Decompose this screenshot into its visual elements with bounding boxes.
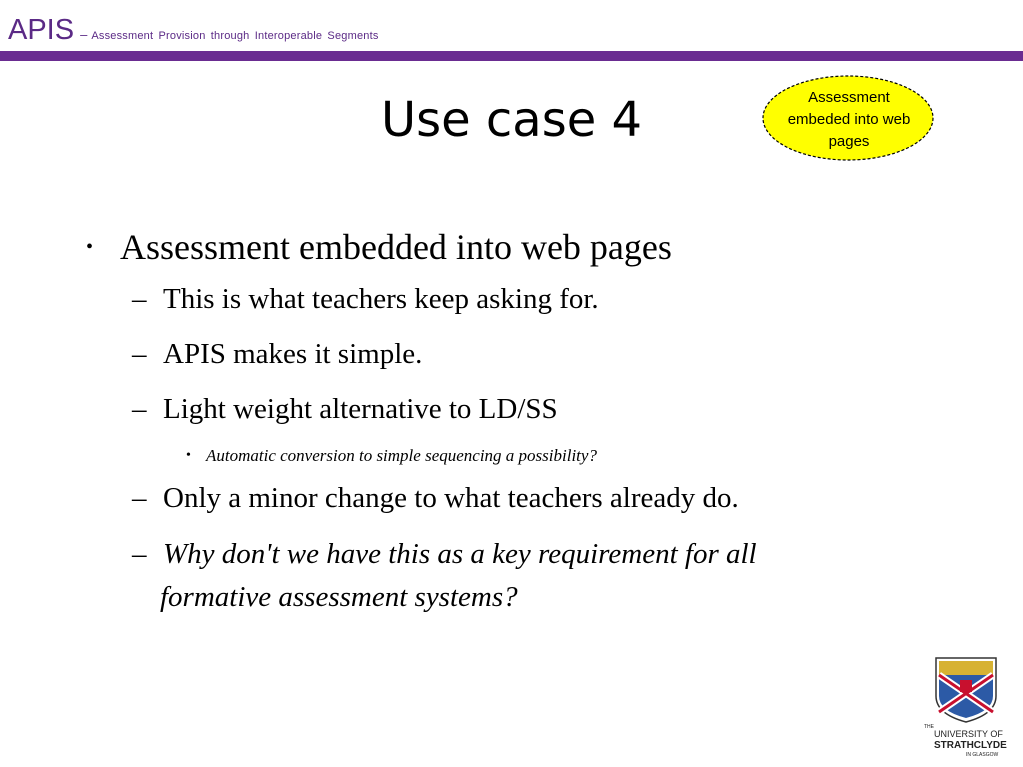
bullet-subsub-1-text: Automatic conversion to simple sequencing a possibility? bbox=[206, 446, 597, 465]
bullet-dot: • bbox=[86, 236, 94, 258]
bullet-dash: – bbox=[132, 338, 147, 370]
header-subtitle: Assessment Provision through Interoperable Segments bbox=[91, 30, 379, 42]
callout-line-2: embeded into web bbox=[787, 111, 911, 128]
bullet-sub-5-text-line-1: Why don't we have this as a key requirement for all bbox=[163, 538, 757, 570]
bullet-dash: – bbox=[132, 538, 147, 570]
bullet-sub-3-text: Light weight alternative to LD/SS bbox=[163, 393, 558, 425]
crest-icon bbox=[936, 658, 996, 722]
bullet-main-text: Assessment embedded into web pages bbox=[120, 227, 672, 267]
bullet-sub-1-text: This is what teachers keep asking for. bbox=[163, 283, 599, 315]
bullet-dot: • bbox=[186, 448, 191, 463]
header bbox=[0, 0, 1023, 62]
logo-line-4: IN GLASGOW bbox=[966, 752, 999, 758]
callout-badge bbox=[760, 72, 938, 164]
header-dash: – bbox=[80, 27, 88, 42]
app-title: APIS bbox=[8, 14, 75, 46]
header-divider-bar bbox=[0, 51, 1023, 61]
logo-line-1: THE bbox=[924, 724, 934, 730]
callout-line-3: pages bbox=[828, 133, 870, 150]
bullet-sub-5-text-line-2: formative assessment systems? bbox=[160, 581, 518, 613]
bullet-dash: – bbox=[132, 393, 147, 425]
logo-line-3: STRATHCLYDE bbox=[934, 740, 1007, 751]
callout-text bbox=[760, 87, 938, 153]
bullet-sub-4-text: Only a minor change to what teachers already do. bbox=[163, 482, 739, 514]
bullet-dash: – bbox=[132, 283, 147, 315]
bullet-sub-2-text: APIS makes it simple. bbox=[163, 338, 423, 370]
university-logo bbox=[920, 652, 1012, 760]
slide-title: Use case 4 bbox=[380, 92, 643, 148]
logo-line-2: UNIVERSITY OF bbox=[934, 729, 1003, 739]
header-title bbox=[8, 14, 379, 47]
bullet-dash: – bbox=[132, 482, 147, 514]
callout-line-1: Assessment bbox=[808, 89, 890, 106]
